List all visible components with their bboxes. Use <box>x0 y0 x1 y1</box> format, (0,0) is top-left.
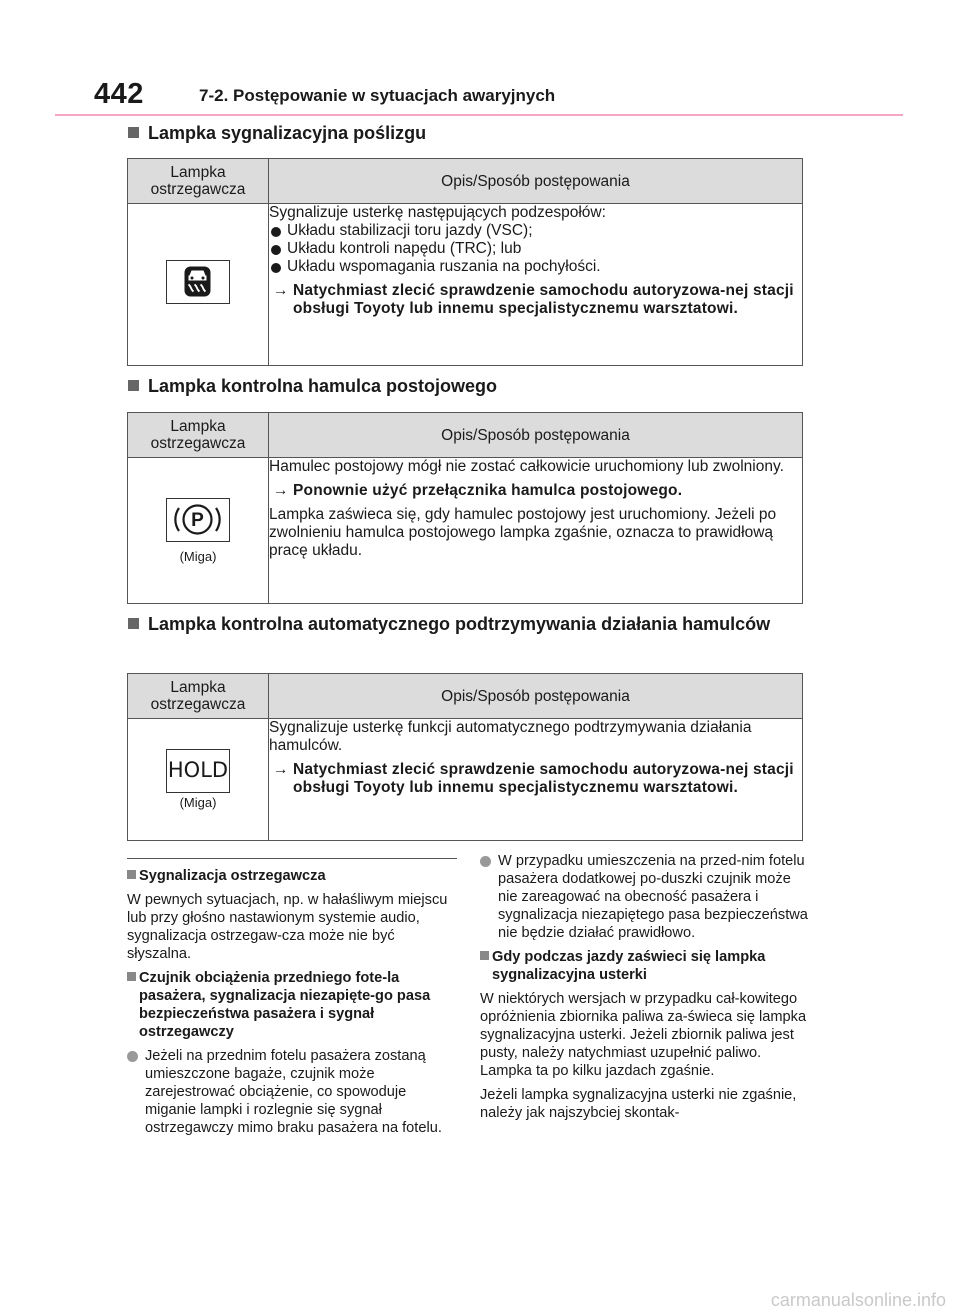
parking-brake-icon <box>166 498 230 542</box>
notes-left-column <box>127 858 457 1143</box>
subheading: Gdy podczas jazdy zaświeci się lampka sygnalizacyjna usterki <box>480 948 810 984</box>
table-header-description: Opis/Sposób postępowania <box>269 674 803 719</box>
table-header-lamp: Lampka ostrzegawcza <box>128 413 269 458</box>
description-cell: Sygnalizuje usterkę funkcji automatycznego podtrzymywania działania hamulców. → Natychmiast zlecić sprawdzenie samochodu autoryzowa-nej stacji obsługi Toyoty lub innemu specjalistycznemu warsztatowi. <box>269 719 803 841</box>
notes-right-column <box>480 852 810 1128</box>
section-heading-hold: Lampka kontrolna automatycznego podtrzymywania działania hamulców <box>128 611 788 637</box>
square-bullet-icon <box>128 618 139 629</box>
paragraph: W niektórych wersjach w przypadku cał-kowitego opróżnienia zbiornika paliwa za-świeca się lampka sygnalizacyjna usterki. Jeżeli zbiornik paliwa jest pusty, należy natychmiast uzupełnić paliwo. Lampka ta po kilku jazdach zgaśnie. <box>480 991 807 1079</box>
table-header-description: Opis/Sposób postępowania <box>269 159 803 204</box>
subheading: Sygnalizacja ostrzegawcza <box>127 867 457 885</box>
description-cell: Sygnalizuje usterkę następujących podzespołów: Układu stabilizacji toru jazdy (VSC); Układu kontroli napędu (TRC); lub Układu wspomagania ruszania na pochyłości. → Natychmiast zlecić sprawdzenie samochodu autoryzowa-nej stacji obsługi Toyoty lub innemu specjalistycznemu warsztatowi. <box>269 204 803 366</box>
section-heading-parking-brake: Lampka kontrolna hamulca postojowego <box>128 373 497 399</box>
paragraph: Jeżeli lampka sygnalizacyjna usterki nie zgaśnie, należy jak najszybciej skontak- <box>480 1087 797 1121</box>
header-divider <box>55 114 903 116</box>
list-item: Jeżeli na przednim fotelu pasażera zostaną umieszczone bagaże, czujnik może zarejestrować obciążenie, co spowoduje miganie lampki i rozlegnie się sygnał ostrzegawczy mimo braku pasażera na fotelu. <box>127 1047 457 1137</box>
blink-caption: (Miga) <box>179 548 217 564</box>
section-title: 7-2. Postępowanie w sytuacjach awaryjnych <box>199 86 556 105</box>
note-text: Lampka zaświeca się, gdy hamulec postojowy jest uruchomiony. Jeżeli po zwolnieniu hamulca postojowego lampka zgaśnie, oznacza to prawidłową pracę układu. <box>269 506 777 559</box>
warning-table-skid <box>127 158 803 366</box>
action-text: → Natychmiast zlecić sprawdzenie samochodu autoryzowa-nej stacji obsługi Toyoty lub innemu specjalistycznemu warsztatowi. <box>273 282 794 317</box>
list-item: Układu wspomagania ruszania na pochyłości. <box>269 258 802 276</box>
hold-icon: HOLD <box>166 749 230 793</box>
list-item: W przypadku umieszczenia na przed-nim fotelu pasażera dodatkowej po-duszki czujnik może nie zareagować na obecność pasażera i sygnalizacja niezapiętego pasa bezpieczeństwa nie będzie działać prawidłowo. <box>480 852 810 942</box>
paragraph: W pewnych sytuacjach, np. w hałaśliwym miejscu lub przy głośno nastawionym systemie audio, sygnalizacja ostrzegaw-cza może nie być słyszalna. <box>127 892 448 962</box>
table-header-lamp: Lampka ostrzegawcza <box>128 159 269 204</box>
page-number: 442 <box>94 78 144 110</box>
table-header-lamp: Lampka ostrzegawcza <box>128 674 269 719</box>
table-header-description: Opis/Sposób postępowania <box>269 413 803 458</box>
warning-table-hold <box>127 673 803 841</box>
section-heading-skid: Lampka sygnalizacyjna poślizgu <box>128 120 426 146</box>
watermark: carmanualsonline.info <box>770 1290 946 1310</box>
list-item: Układu stabilizacji toru jazdy (VSC); <box>269 222 802 240</box>
square-bullet-icon <box>127 870 136 879</box>
square-bullet-icon <box>127 972 136 981</box>
action-text: → Natychmiast zlecić sprawdzenie samochodu autoryzowa-nej stacji obsługi Toyoty lub innemu specjalistycznemu warsztatowi. <box>273 761 794 796</box>
lamp-cell <box>128 204 269 366</box>
vehicle-skid-icon <box>166 260 230 304</box>
square-bullet-icon <box>480 951 489 960</box>
lamp-cell <box>128 458 269 604</box>
blink-caption: (Miga) <box>179 795 217 810</box>
square-bullet-icon <box>128 380 139 391</box>
list-item: Układu kontroli napędu (TRC); lub <box>269 240 802 258</box>
description-cell: Hamulec postojowy mógł nie zostać całkowicie uruchomiony lub zwolniony. → Ponownie użyć przełącznika hamulca postojowego. Lampka zaświeca się, gdy hamulec postojowy jest uruchomiony. Jeżeli po zwolnieniu hamulca postojowego lampka zgaśnie, oznacza to prawidłową pracę układu. <box>269 458 803 604</box>
action-text: → Ponownie użyć przełącznika hamulca postojowego. <box>273 482 683 499</box>
svg-text:P: P <box>191 509 204 531</box>
lamp-cell <box>128 719 269 841</box>
subheading: Czujnik obciążenia przedniego fote-la pasażera, sygnalizacja niezapięte-go pasa bezpieczeństwa pasażera i sygnał ostrzegawczy <box>127 969 457 1041</box>
square-bullet-icon <box>128 127 139 138</box>
warning-table-parking-brake <box>127 412 803 604</box>
